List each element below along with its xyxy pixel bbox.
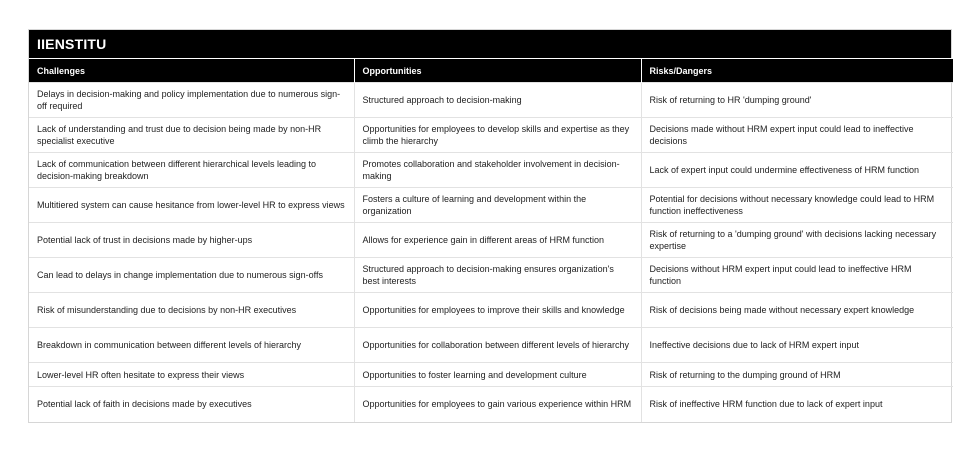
cell-risk: Risk of decisions being made without necessary expert knowledge <box>641 293 953 328</box>
cell-opportunity: Allows for experience gain in different areas of HRM function <box>354 223 641 258</box>
data-table <box>29 58 953 422</box>
table-row <box>29 118 953 153</box>
brand-title: IIENSTITU <box>29 30 951 58</box>
column-header-challenges: Challenges <box>29 59 354 83</box>
cell-risk: Risk of returning to a 'dumping ground' with decisions lacking necessary expertise <box>641 223 953 258</box>
column-header-risks: Risks/Dangers <box>641 59 953 83</box>
cell-challenge: Risk of misunderstanding due to decisions by non-HR executives <box>29 293 354 328</box>
table-row <box>29 328 953 363</box>
cell-opportunity: Opportunities to foster learning and development culture <box>354 363 641 387</box>
cell-challenge: Potential lack of trust in decisions made by higher-ups <box>29 223 354 258</box>
table-row <box>29 83 953 118</box>
cell-risk: Decisions without HRM expert input could lead to ineffective HRM function <box>641 258 953 293</box>
cell-risk: Risk of returning to the dumping ground of HRM <box>641 363 953 387</box>
cell-opportunity: Opportunities for employees to gain various experience within HRM <box>354 387 641 422</box>
cell-risk: Potential for decisions without necessary knowledge could lead to HRM function ineffectiveness <box>641 188 953 223</box>
cell-opportunity: Structured approach to decision-making ensures organization's best interests <box>354 258 641 293</box>
cell-risk: Decisions made without HRM expert input could lead to ineffective decisions <box>641 118 953 153</box>
header-row <box>29 59 953 83</box>
table-container <box>28 29 952 423</box>
table-row <box>29 153 953 188</box>
cell-opportunity: Opportunities for employees to improve their skills and knowledge <box>354 293 641 328</box>
cell-risk: Risk of returning to HR 'dumping ground' <box>641 83 953 118</box>
cell-challenge: Lack of communication between different hierarchical levels leading to decision-making breakdown <box>29 153 354 188</box>
table-row <box>29 223 953 258</box>
cell-challenge: Multitiered system can cause hesitance from lower-level HR to express views <box>29 188 354 223</box>
cell-challenge: Lack of understanding and trust due to decision being made by non-HR specialist executive <box>29 118 354 153</box>
cell-opportunity: Structured approach to decision-making <box>354 83 641 118</box>
cell-challenge: Breakdown in communication between different levels of hierarchy <box>29 328 354 363</box>
cell-risk: Lack of expert input could undermine effectiveness of HRM function <box>641 153 953 188</box>
cell-challenge: Delays in decision-making and policy implementation due to numerous sign-off required <box>29 83 354 118</box>
cell-risk: Risk of ineffective HRM function due to lack of expert input <box>641 387 953 422</box>
table-row <box>29 188 953 223</box>
cell-opportunity: Opportunities for collaboration between different levels of hierarchy <box>354 328 641 363</box>
column-header-opportunities: Opportunities <box>354 59 641 83</box>
table-row <box>29 387 953 422</box>
table-row <box>29 293 953 328</box>
cell-opportunity: Fosters a culture of learning and development within the organization <box>354 188 641 223</box>
cell-opportunity: Opportunities for employees to develop skills and expertise as they climb the hierarchy <box>354 118 641 153</box>
cell-challenge: Potential lack of faith in decisions made by executives <box>29 387 354 422</box>
cell-challenge: Can lead to delays in change implementation due to numerous sign-offs <box>29 258 354 293</box>
cell-challenge: Lower-level HR often hesitate to express their views <box>29 363 354 387</box>
table-row <box>29 363 953 387</box>
table-row <box>29 258 953 293</box>
cell-risk: Ineffective decisions due to lack of HRM expert input <box>641 328 953 363</box>
cell-opportunity: Promotes collaboration and stakeholder involvement in decision-making <box>354 153 641 188</box>
